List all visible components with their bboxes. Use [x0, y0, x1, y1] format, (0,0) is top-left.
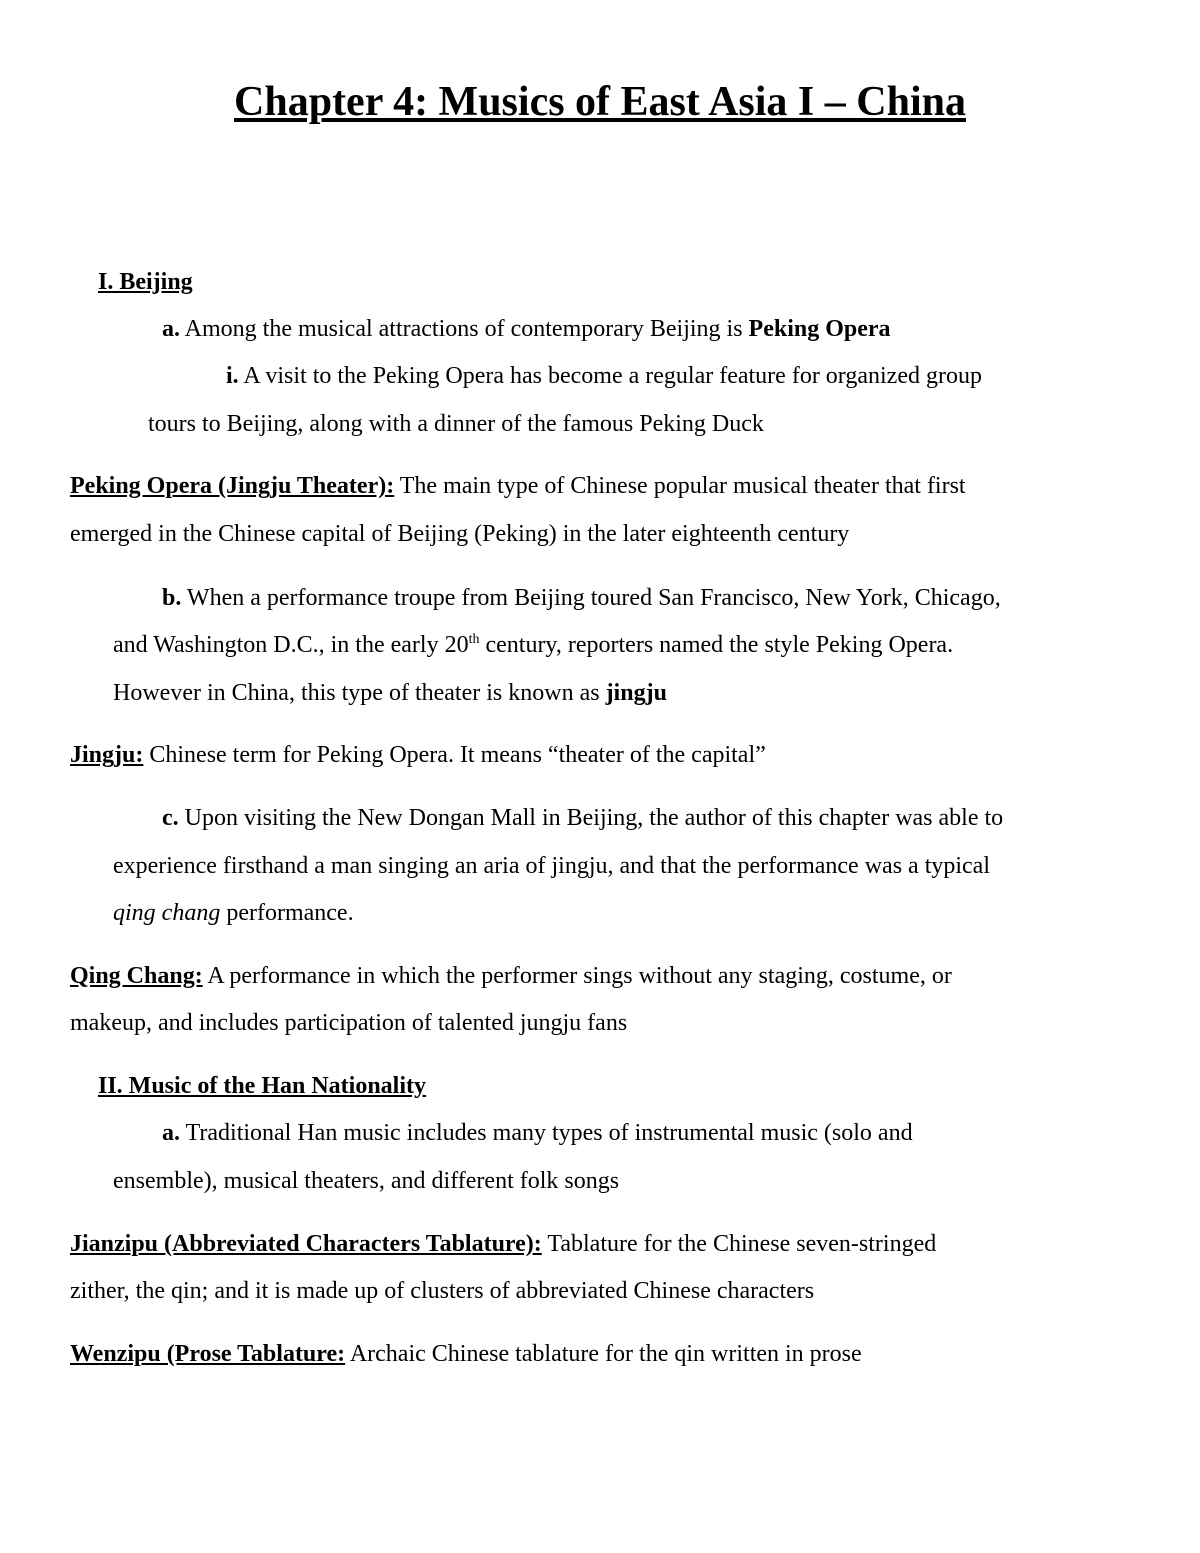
definition-qing-chang-continued: makeup, and includes participation of talented jungju fans: [70, 1010, 628, 1036]
definition-term: Peking Opera (Jingju Theater):: [70, 473, 395, 499]
item-marker: i.: [226, 363, 239, 389]
definition-jingju: [70, 740, 766, 770]
item-text: A visit to the Peking Opera has become a regular feature for organized group: [238, 363, 982, 389]
list-item-i-continued: tours to Beijing, along with a dinner of the famous Peking Duck: [148, 411, 764, 437]
list-item-i: [226, 361, 982, 391]
item-text: Traditional Han music includes many types of instrumental music (solo and: [180, 1120, 913, 1146]
list-item-a-han: [162, 1118, 913, 1148]
definition-jianzipu: [70, 1229, 936, 1259]
list-item-b-line3: [113, 678, 667, 708]
item-text: performance.: [220, 900, 354, 926]
item-marker: a.: [162, 1120, 180, 1146]
list-item-a-han-continued: ensemble), musical theaters, and different folk songs: [113, 1168, 620, 1194]
superscript: th: [468, 632, 480, 647]
item-text: When a performance troupe from Beijing toured San Francisco, New York, Chicago,: [181, 585, 1001, 611]
list-item-b-line2: [113, 630, 953, 660]
item-marker: b.: [162, 585, 182, 611]
list-item-b: [162, 583, 1001, 613]
definition-peking-opera: [70, 471, 966, 501]
item-text: century, reporters named the style Peking Opera.: [479, 632, 954, 658]
item-text: However in China, this type of theater is known as: [113, 680, 606, 706]
definition-text: The main type of Chinese popular musical theater that first: [394, 473, 966, 499]
definition-qing-chang: [70, 961, 952, 991]
list-item-a: [162, 314, 891, 344]
item-text: Upon visiting the New Dongan Mall in Beijing, the author of this chapter was able to: [178, 805, 1004, 831]
definition-jianzipu-continued: zither, the qin; and it is made up of clusters of abbreviated Chinese characters: [70, 1278, 815, 1304]
definition-term: Jianzipu (Abbreviated Characters Tablature):: [70, 1231, 542, 1257]
definition-term: Jingju:: [70, 742, 144, 768]
definition-term: Qing Chang:: [70, 963, 203, 989]
list-item-c-line3: [113, 898, 354, 928]
bold-term: Peking Opera: [748, 316, 891, 342]
definition-text: Chinese term for Peking Opera. It means “theater of the capital”: [143, 742, 766, 768]
bold-term: jingju: [605, 680, 667, 706]
item-marker: a.: [162, 316, 180, 342]
definition-wenzipu: [70, 1339, 862, 1369]
list-item-c: [162, 803, 1003, 833]
list-item-c-line2: experience firsthand a man singing an aria of jingju, and that the performance was a typical: [113, 853, 990, 879]
definition-term: Wenzipu (Prose Tablature:: [70, 1341, 346, 1367]
item-marker: c.: [162, 805, 179, 831]
item-text: Among the musical attractions of contemporary Beijing is: [180, 316, 749, 342]
italic-term: qing chang: [113, 900, 221, 926]
item-text: and Washington D.C., in the early 20: [113, 632, 469, 658]
definition-text: Tablature for the Chinese seven-stringed: [541, 1231, 937, 1257]
section-heading-han: II. Music of the Han Nationality: [98, 1073, 427, 1099]
section-heading-beijing: I. Beijing: [98, 269, 193, 295]
definition-text: A performance in which the performer sings without any staging, costume, or: [202, 963, 952, 989]
page-title: Chapter 4: Musics of East Asia I – China: [234, 79, 966, 125]
definition-peking-opera-continued: emerged in the Chinese capital of Beijing (Peking) in the later eighteenth century: [70, 521, 850, 547]
definition-text: Archaic Chinese tablature for the qin written in prose: [345, 1341, 862, 1367]
